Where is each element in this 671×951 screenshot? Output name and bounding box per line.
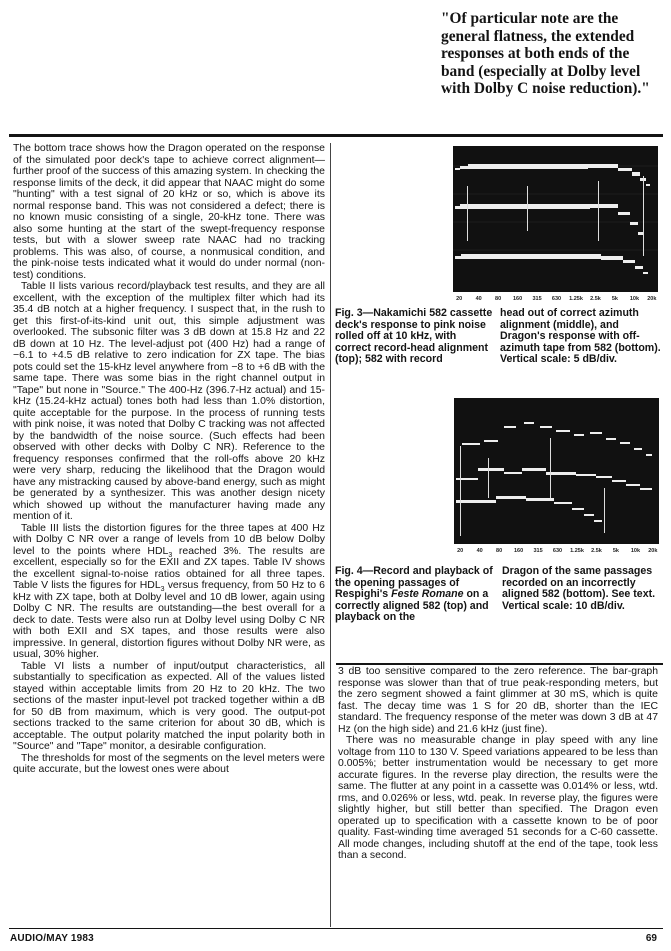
right-column-text: [338, 666, 658, 928]
freq-tick-label: 315: [532, 296, 542, 302]
paragraph: The bottom trace shows how the Dragon operated on the response of the simulated poor deck's tape to achieve correct alignment—further proof of the success of this amazing system. In checking the response limits of the deck, it did appear that NAAC might do some "hunting" with a test signal of 20 kHz or so, which is above its normal response band. This was not considered a defect; there is no known music consisting of a single, 20-kHz tone. There was also some hunting at the start of the swept-frequency response tests, but with a slower sweep rate NAAC had no tracking problems. This was also, of course, a nonmusical condition, and the pink-noise tests indicated what it would do under normal (non-test) conditions.: [13, 143, 325, 281]
freq-tick-label: 5k: [612, 548, 619, 554]
pull-quote: "Of particular note are the general flatness, the extended responses at both ends of the band (especially at Dolby level with Dolby C noise reduction).": [441, 10, 650, 97]
fig3-frequency-axis: [453, 296, 658, 306]
fig3-caption-continued: head out of correct azimuth alignment (middle), and Dragon's response with off-azimuth tape from 582 (bottom). Vertical scale: 5 dB/div.: [500, 307, 661, 366]
freq-tick-label: 315: [533, 548, 543, 554]
freq-tick-label: 40: [476, 548, 483, 554]
fig4-caption-continued: Dragon of the same passages recorded on an incorrectly aligned 582 (bottom). See text. Vertical scale: 10 dB/div.: [502, 565, 656, 612]
freq-tick-label: 40: [475, 296, 482, 302]
fig3-caption: Fig. 3—Nakamichi 582 cassette deck's response to pink noise rolled off at 10 kHz, with correct record-head alignment (top); 582 with record: [335, 307, 493, 366]
freq-tick-label: 2.5k: [591, 548, 602, 554]
footer-rule: [9, 928, 663, 929]
paragraph: Table VI lists a number of input/output characteristics, all substantially to specification as expected. All of the values listed stayed within acceptable limits from 20 Hz to 20 kHz. The two sections of the master input-level pot tracked together within a dB for 50 dB from maximum, which is very good. The output-pot sections tracked to the same criterion for about 30 dB, which is acceptable. The output polarity matched the input polarity both in "Source" and "Tape" monitor, a desirable configuration.: [13, 660, 325, 752]
fig4-frequency-axis: [454, 548, 659, 558]
freq-tick-label: 10k: [629, 296, 640, 302]
freq-tick-label: 10k: [630, 548, 641, 554]
paragraph: The thresholds for most of the segments on the level meters were quite accurate, but the lowest ones were about: [13, 752, 325, 775]
fig4-traces: [454, 398, 659, 544]
page-number: 69: [645, 933, 657, 944]
freq-tick-label: 2.5k: [590, 296, 601, 302]
left-column-text: [13, 143, 325, 923]
freq-tick-label: 20: [456, 296, 463, 302]
freq-tick-label: 20k: [647, 296, 657, 302]
fig3-scope-screen: [453, 146, 658, 292]
fig4-scope-screen: [454, 398, 659, 544]
paragraph: Table III lists the distortion figures for the three tapes at 400 Hz with Dolby C NR over a range of levels from 10 dB below Dolby level to the points where $HDL_3$ reached 3%. The results are excellent, especially so for the EXII and ZX tapes. Table IV shows the excellent signal-to-noise ratios obtained for all three tapes. Table V lists the figures for $HDL_3$ versus frequency, from 50 Hz to 6 kHz with ZX tape, both at Dolby level and 10 dB lower, again using Dolby C NR. The results are outstanding—the best overall for a deck to date. Tests were also run at Dolby level using Dolby C NR with both EXII and SX tapes, and those results were also impressive. In general, distortion figures without Dolby NR were, as usual, 30% higher.: [13, 522, 325, 660]
freq-tick-label: 20: [457, 548, 464, 554]
freq-tick-label: 160: [513, 548, 524, 554]
footer-publication: AUDIO/MAY 1983: [10, 933, 94, 944]
fig3-traces: [453, 146, 658, 292]
freq-tick-label: 1.25k: [569, 296, 583, 302]
paragraph: 3 dB too sensitive compared to the zero reference. The bar-graph response was slower than that of true peak-responding meters, but the zero segment showed a faint glimmer at 30 mS, which is quite fast. The decay time was 1 S for 20 dB, shorter than the IEC standard. The frequency response of the meter was down 3 dB at 47 Hz (on the high side) and 21.6 kHz (just fine).: [338, 666, 658, 735]
freq-tick-label: 20k: [648, 548, 658, 554]
right-column-rule: [336, 663, 663, 665]
paragraph: Table II lists various record/playback test results, and they are all excellent, with the exception of the multiplex filter which had its 35.4 dB notch at a higher frequency. I suspect that, in the rush to get this first-of-its-kind unit out, this simple adjustment was overlooked. The subsonic filter was 3 dB down at 15.8 Hz and 22 dB down at 10 Hz. The level-adjust pot (400 Hz) had a range of −6.1 to +4.5 dB relative to zero indication for ZX tape. The bias pots could set the 15-kHz level anywhere from −8 to +6 dB with the same tape. There was some bias in the right channel output in "Tape" but none in "Source." The 400-Hz (396.7-Hz actual) and 15-kHz (15.24-kHz actual) tones both had less than 1.0% distortion, quite acceptable for the purpose. In the process of running tests with pink noise, it was noted that Dolby C tracking was not affected by the bandwidth of the noise source. (Such effects had been observed with other decks with Dolby C NR). Reference to the frequency responses confirmed that the roll-offs above 20 kHz were very sharp, reducing the likelihood that the Dragon would have any mistracking caused by above-band energy, such as might be generated by a synthesizer. This was another design nicety which showed up without the manufacturer having made any mention of it.: [13, 281, 325, 522]
paragraph: There was no measurable change in play speed with any line voltage from 110 to 130 V. Speed variations appeared to be less than 0.005%; better instrumentation would be necessary to get more accurate figures. In the reverse play direction, the results were the same. The flutter at any point in a cassette was 0.014% or less, wtd. rms, and 0.026% or less, wtd. peak. In reverse play, the figures were slightly higher, but still better than specified. The Dragon even operated up to specification with a cassette known to be of poor quality. Fast-winding time averaged 51 seconds for a C-60 cassette. All mode changes, including shutoff at the end of the tape, took less than a second.: [338, 735, 658, 861]
fig4-caption: Fig. 4—Record and playback of the opening passages of Respighi's Feste Romane on a correctly aligned 582 (top) and playback on the: [335, 565, 493, 624]
column-divider: [330, 143, 331, 927]
freq-tick-label: 160: [512, 296, 523, 302]
top-rule: [9, 134, 663, 137]
freq-tick-label: 1.25k: [570, 548, 584, 554]
freq-tick-label: 630: [551, 296, 562, 302]
freq-tick-label: 5k: [611, 296, 618, 302]
freq-tick-label: 630: [552, 548, 563, 554]
freq-tick-label: 80: [495, 296, 502, 302]
freq-tick-label: 80: [496, 548, 503, 554]
